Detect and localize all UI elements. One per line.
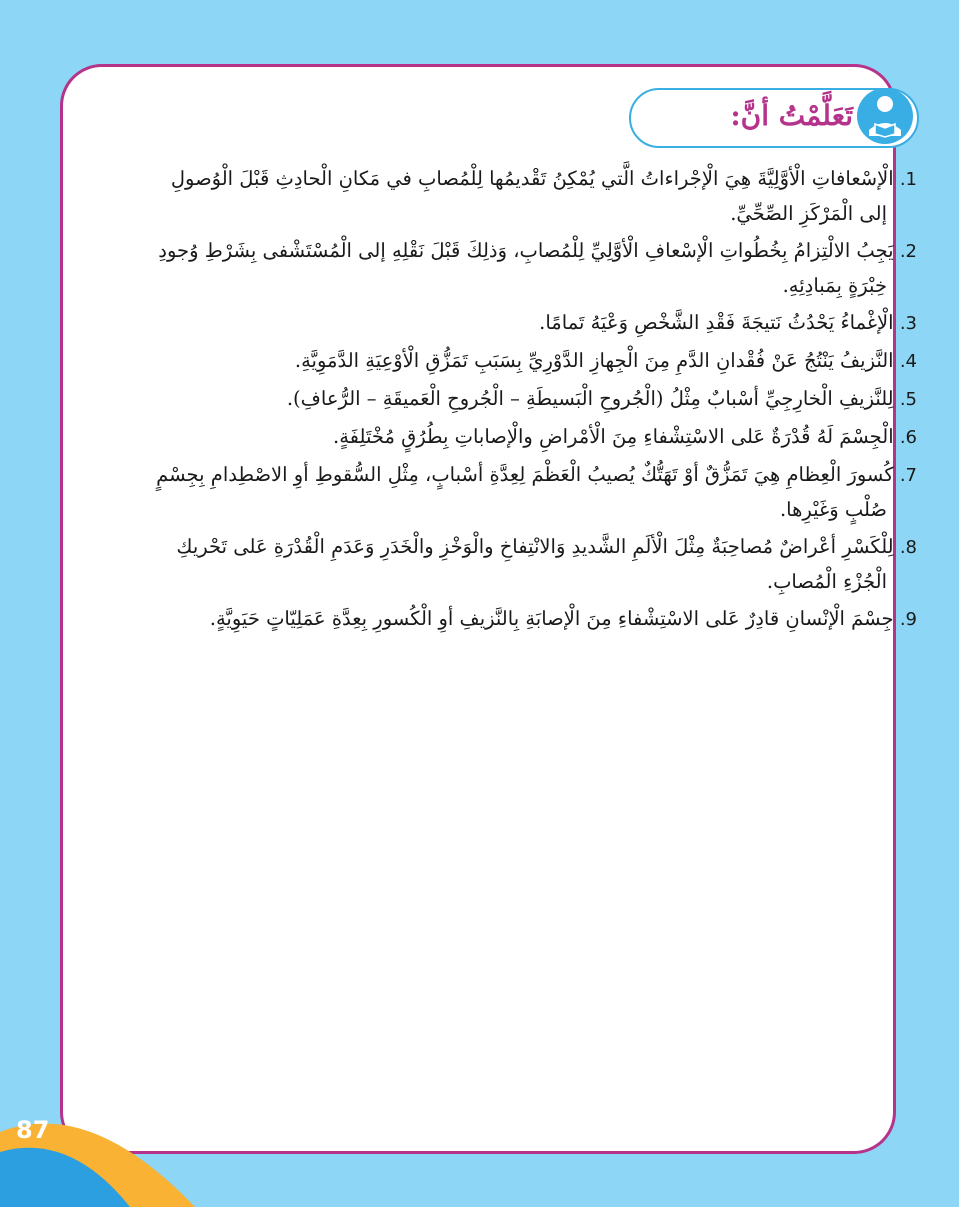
item-text-continued: خِبْرَةٍ بِمَبادِئِهِ. [782, 274, 887, 297]
item-text: لِلنَّزيفِ الْخارِجِيِّ أسْبابٌ مِثْلُ (الْجُروحِ الْبَسيطَةِ – الْجُروحِ الْعَميقَةِ – الرُّعافِ). [286, 387, 894, 410]
item-number: 7. [899, 465, 917, 486]
item-text: لِلْكَسْرِ أعْراضٌ مُصاحِبَةٌ مِثْلَ الْألَمِ الشَّديدِ وَالانْتِفاخِ والْوَخْزِ والْخَدَرِ وَعَدَمِ الْقُدْرَةِ عَلى تَحْريكِ [176, 535, 894, 558]
item-text: النَّزيفُ يَنْتُجُ عَنْ فُقْدانِ الدَّمِ مِنَ الْجِهازِ الدَّوْرِيِّ بِسَبَبِ تَمَزُّقِ الْأوْعِيَةِ الدَّمَوِيَّةِ. [294, 349, 894, 372]
item-text: كُسورَ الْعِظامِ هِيَ تَمَزُّقٌ أوْ تَهَتُّكٌ يُصيبُ الْعَظْمَ لِعِدَّةِ أسْبابٍ، مِثْلِ السُّقوطِ أوِ الاصْطِدامِ بِجِسْمٍ [156, 463, 894, 486]
item-text: الْجِسْمَ لَهُ قُدْرَةٌ عَلى الاسْتِشْفاءِ مِنَ الْأمْراضِ والْإصاباتِ بِطُرُقٍ مُخْتَلِفَةٍ. [333, 425, 894, 448]
item-number: 2. [899, 241, 917, 262]
list-item [87, 420, 917, 455]
list-item [87, 458, 917, 527]
item-number: 8. [899, 537, 917, 558]
item-text: يَجِبُ الالْتِزامُ بِخُطُواتِ الْإسْعافِ الْأوَّلِيِّ لِلْمُصابِ، وَذلِكَ قَبْلَ نَقْلِهِ إلى الْمُسْتَشْفى بِشَرْطِ وُجودِ [158, 239, 894, 262]
list-item [87, 382, 917, 417]
list-item [87, 530, 917, 599]
item-text-continued: إلى الْمَرْكَزِ الصِّحِّيِّ. [730, 202, 887, 225]
list-item [87, 162, 917, 231]
learned-list [87, 162, 917, 640]
page-number: 87 [16, 1116, 50, 1144]
item-number: 4. [899, 351, 917, 372]
reading-child-icon [855, 86, 915, 146]
list-item [87, 602, 917, 637]
item-number: 3. [899, 313, 917, 334]
item-number: 9. [899, 609, 917, 630]
list-item [87, 234, 917, 303]
item-text: جِسْمَ الْإنْسانِ قادِرٌ عَلى الاسْتِشْفاءِ مِنَ الْإصابَةِ بِالنَّزيفِ أوِ الْكُسورِ بِعِدَّةِ عَمَلِيّاتٍ حَيَوِيَّةٍ. [209, 607, 894, 630]
item-text-continued: صُلْبٍ وَغَيْرِها. [779, 498, 887, 521]
item-number: 6. [899, 427, 917, 448]
item-number: 1. [899, 169, 917, 190]
list-item [87, 344, 917, 379]
list-item [87, 306, 917, 341]
item-text: الْإغْماءُ يَحْدُثُ نَتيجَةَ فَقْدِ الشَّخْصِ وَعْيَهُ تَمامًا. [539, 311, 894, 334]
header-title: تَعَلَّمْتُ أنَّ: [730, 99, 853, 132]
item-text-continued: الْجُزْءِ الْمُصابِ. [766, 570, 887, 593]
item-text: الْإسْعافاتِ الْأوَّلِيَّةَ هِيَ الْإجْراءاتُ الَّتي يُمْكِنُ تَقْديمُها لِلْمُصابِ في مَكانِ الْحادِثِ قَبْلَ الْوُصولِ [170, 167, 894, 190]
item-number: 5. [899, 389, 917, 410]
